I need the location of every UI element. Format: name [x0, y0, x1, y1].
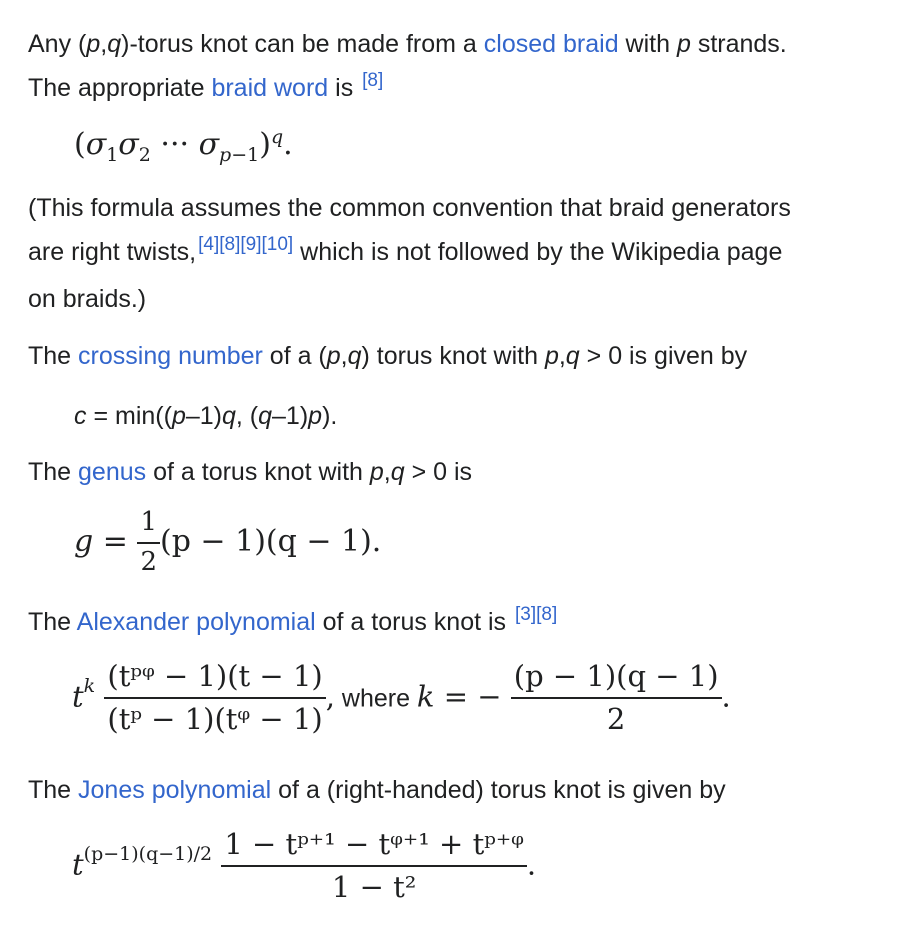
- link-alexander-polynomial[interactable]: Alexander polynomial: [76, 608, 316, 636]
- link-jones-polynomial[interactable]: Jones polynomial: [78, 776, 272, 804]
- citation-4-8-9-10[interactable]: [4][8][9][10]: [198, 234, 294, 255]
- citation-8[interactable]: [8]: [362, 70, 384, 91]
- equation-braid-word: ($\sigma_1\sigma_2$ ··· $\sigma_{p-1})^q$.: [74, 126, 293, 166]
- article-content-3: [28, 334, 898, 378]
- paragraph-alexander: The Alexander polynomial of a torus knot is [3][8]: [28, 604, 558, 636]
- equation-genus: g = $\frac{1}{2}$ (p − 1)(q − 1).: [74, 507, 382, 577]
- link-crossing-number[interactable]: crossing number: [78, 342, 263, 370]
- article-content: [28, 22, 898, 113]
- paragraph-jones: The Jones polynomial of a (right-handed) torus knot is given by: [28, 776, 726, 804]
- article-content-2: [28, 186, 898, 321]
- equation-crossing-number: c = min((p–1)q, (q–1)p).: [74, 402, 338, 430]
- jones-fraction: $\frac{\text{1 − tᵖ⁺¹ − tᵠ⁺¹ + tᵖ⁺ᵠ}}{\text{1 − t²}}$: [221, 828, 527, 905]
- link-braid-word[interactable]: braid word: [211, 74, 329, 102]
- paragraph-crossing-number: The crossing number of a (p,q) torus knot with p,q > 0 is given by: [28, 342, 748, 370]
- article-content-4: [28, 450, 898, 494]
- citation-3-8[interactable]: [3][8]: [515, 604, 558, 625]
- paragraph-convention: (This formula assumes the common convention that braid generators are right twists, [4][8][9][10] which is not followed by the Wikipedia page on braids.): [28, 194, 791, 313]
- paragraph-braid: Any (p,q)-torus knot can be made from a closed braid with p strands. The appropriate braid word is [8]: [28, 30, 787, 102]
- paragraph-genus: The genus of a torus knot with p,q > 0 is: [28, 458, 473, 486]
- alexander-fraction: $\frac{\text{(tᵖᵠ − 1)(t − 1)}}{\text{(tᵖ − 1)(tᵠ − 1)}}$: [104, 660, 325, 737]
- equation-alexander: $t^k$ $\frac{\text{(tᵖᵠ − 1)(t − 1)}}{\text{(tᵖ − 1)(tᵠ − 1)}}$ , where k = − $\frac{(p - 1)(q - 1)}{2}$ .: [72, 659, 731, 737]
- link-closed-braid[interactable]: closed braid: [483, 30, 619, 58]
- alexander-k-fraction: $\frac{(p - 1)(q - 1)}{2}$: [511, 660, 722, 737]
- link-genus[interactable]: genus: [78, 458, 147, 486]
- equation-jones: $t^{(p-1)(q-1)/2}$ $\frac{\text{1 − tᵖ⁺¹ − tᵠ⁺¹ + tᵖ⁺ᵠ}}{\text{1 − t²}}$ .: [72, 827, 537, 905]
- article-content-5: [28, 600, 898, 647]
- genus-fraction: $\frac{1}{2}$: [137, 508, 160, 578]
- article-content-6: [28, 768, 898, 812]
